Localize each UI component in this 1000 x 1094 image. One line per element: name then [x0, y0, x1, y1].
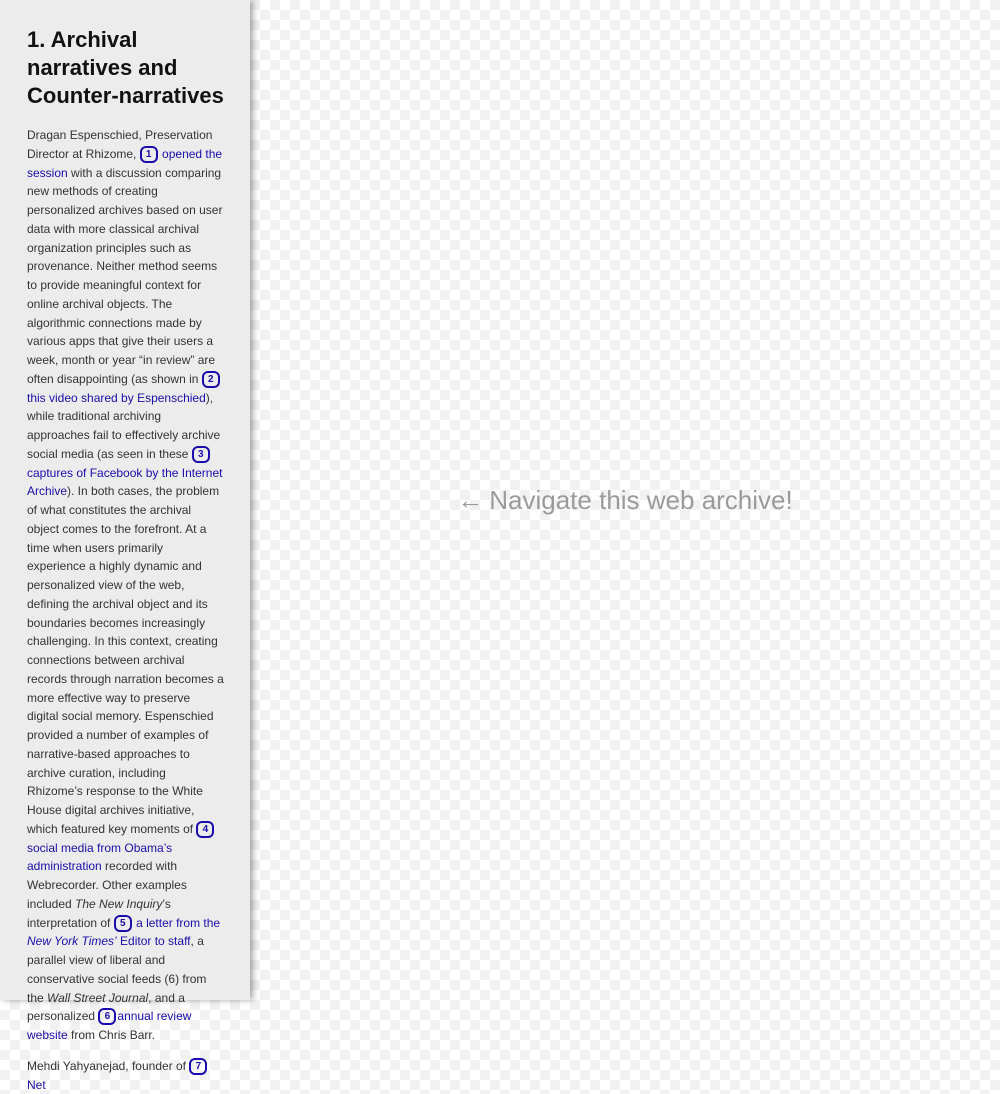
archive-viewer-placeholder [250, 0, 1000, 1000]
text: ’s interpretation of [27, 896, 171, 930]
text: ), while traditional archiving approaches fail to effectively archive social media (as seen in these [27, 390, 221, 461]
text: recorded with Webrecorder. Other examples included [27, 859, 187, 911]
italic-text: The New Inquiry [75, 896, 163, 911]
link-annual-review[interactable]: annual review website [27, 1009, 192, 1042]
text: , and a personalized [27, 990, 185, 1024]
text: with a discussion comparing new methods of creating personalized archives based on user data with more classical archival organization principles such as provenance. Neither method seems to provide meaningful context for online archival objects. The algorithmic connections made by various apps that give their users a week, month or year “in review” are often disappointing (as shown in [27, 165, 223, 386]
annotation-badge-6[interactable]: 6 [98, 1008, 116, 1025]
annotation-badge-5[interactable]: 5 [114, 915, 132, 932]
sidebar [0, 0, 250, 1092]
link-italic-text: New York Times’ [27, 934, 117, 949]
text: Dragan Espenschied, Preservation Director at Rhizome, [27, 128, 213, 161]
annotation-badge-3[interactable]: 3 [192, 446, 210, 463]
annotation-badge-1[interactable]: 1 [140, 146, 158, 163]
link-text: Editor to staff [116, 934, 191, 949]
text: Mehdi Yahyanejad, founder of [27, 1058, 190, 1073]
link-text: a letter from the [136, 915, 221, 930]
link-net[interactable]: Net [27, 1077, 46, 1092]
link-facebook-captures[interactable]: captures of Facebook by the Internet Archive [27, 465, 223, 499]
page-title: 1. Archival narratives and Counter-narratives [27, 27, 224, 108]
navigate-message: Navigate this web archive! [489, 484, 793, 515]
annotation-badge-7[interactable]: 7 [189, 1058, 207, 1075]
paragraph-1 [27, 126, 224, 1045]
annotation-badge-2[interactable]: 2 [202, 371, 220, 388]
text: , a parallel view of liberal and conservative social feeds (6) from the [27, 934, 207, 1005]
link-opened-the-session[interactable]: opened the session [27, 146, 223, 180]
paragraph-2 [27, 1057, 224, 1094]
italic-text: Wall Street Journal [47, 990, 149, 1005]
link-video-shared[interactable]: this video shared by Espenschied [27, 390, 206, 405]
text: ). In both cases, the problem of what constitutes the archival object comes to the forefront. At a time when users primarily experience a highly dynamic and personalized view of the web, defining the archival object and its boundaries becomes increasingly challenging. In this context, creating connections between archival records through narration becomes a more effective way to preserve digital social memory. Espenschied provided a number of examples of narrative-based approaches to archive curation, including Rhizome’s response to the White House digital archives initiative, which featured key moments of [27, 484, 224, 836]
annotation-badge-4[interactable]: 4 [196, 821, 214, 838]
text: from Chris Barr. [67, 1028, 156, 1042]
link-obama-social-media[interactable]: social media from Obama’s administration [27, 840, 173, 874]
arrow-left-icon: ← [457, 484, 484, 515]
